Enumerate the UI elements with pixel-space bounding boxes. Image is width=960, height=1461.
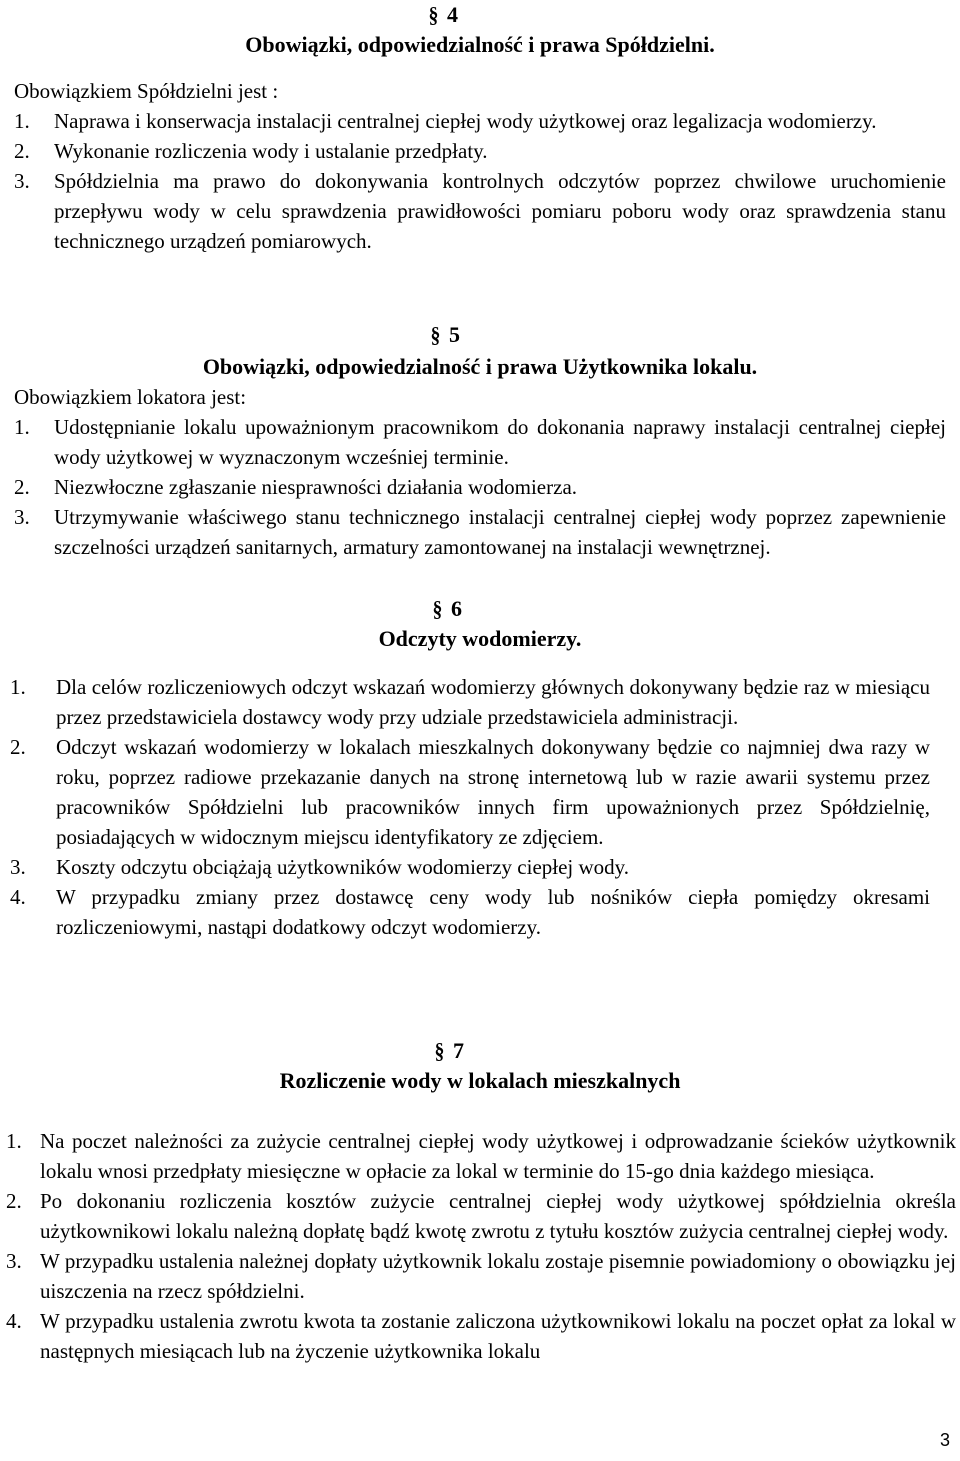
list-item [14,412,946,472]
section-number: 6 [451,596,462,621]
section-4-list [14,106,946,256]
section-7-mark [434,1038,464,1064]
section-4-mark [428,2,458,28]
section-6-list [10,672,930,942]
list-item [10,732,930,852]
list-item [14,166,946,256]
list-item [14,502,946,562]
item-text: Dla celów rozliczeniowych odczyt wskazań wodomierzy głównych dokonywany będzie raz w miesiącu przez przedstawiciela dostawcy wody przy udziale przedstawiciela administracji. [56,675,930,729]
item-text: Niezwłoczne zgłaszanie niesprawności działania wodomierza. [54,475,578,499]
section-number: 7 [453,1038,464,1063]
section-5-mark [430,322,460,348]
item-text: Wykonanie rozliczenia wody i ustalanie przedpłaty. [54,139,488,163]
item-number: 3. [14,169,30,193]
item-text: Po dokonaniu rozliczenia kosztów zużycie centralnej ciepłej wody użytkowej spółdzielnia określa użytkownikowi lokalu należną dopłatę bądź kwotę zwrotu z tytułu kosztów zużycia centralnej ciepłej wody. [40,1189,956,1243]
list-item [14,136,946,166]
item-text: Udostępnianie lokalu upoważnionym pracownikom do dokonania naprawy instalacji centralnej ciepłej wody użytkowej w wyznaczonym wcześniej terminie. [54,415,946,469]
section-sign: § [432,596,443,621]
item-text: Koszty odczytu obciążają użytkowników wodomierzy ciepłej wody. [56,855,630,879]
item-text: Odczyt wskazań wodomierzy w lokalach mieszkalnych dokonywany będzie co najmniej dwa razy w roku, poprzez radiowe przekazanie danych na stronę internetową lub w razie awarii systemu przez pracowników Spółdzielni lub pracowników innych firm upoważnionych przez Spółdzielnię, posiadających w widocznym miejscu identyfikatory ze zdjęciem. [56,735,930,849]
section-7-list [6,1126,956,1366]
section-5-intro: Obowiązkiem lokatora jest: [14,385,247,409]
list-item [14,106,946,136]
section-number: 5 [449,322,460,347]
section-5-title: Obowiązki, odpowiedzialność i prawa Użytkownika lokalu. [202,354,758,379]
item-number: 4. [10,885,26,909]
list-item [6,1246,956,1306]
item-text: Utrzymywanie właściwego stanu technicznego instalacji centralnej ciepłej wody poprzez zapewnienie szczelności urządzeń sanitarnych, armatury zamontowanej na instalacji wewnętrznej. [54,505,946,559]
list-item [6,1186,956,1246]
item-text: Spółdzielnia ma prawo do dokonywania kontrolnych odczytów poprzez chwilowe uruchomienie przepływu wody w celu sprawdzenia prawidłowości pomiaru poboru wody oraz sprawdzenia stanu technicznego urządzeń pomiarowych. [54,169,946,253]
item-number: 1. [14,109,30,133]
item-number: 1. [14,415,30,439]
section-sign: § [434,1038,445,1063]
section-7-title: Rozliczenie wody w lokalach mieszkalnych [279,1068,681,1093]
item-text: W przypadku zmiany przez dostawcę ceny wody lub nośników ciepła pomiędzy okresami rozliczeniowymi, nastąpi dodatkowy odczyt wodomierzy. [56,885,930,939]
section-6-mark [432,596,462,622]
item-number: 1. [6,1129,22,1153]
item-number: 1. [10,675,26,699]
item-number: 2. [10,735,26,759]
list-item [10,672,930,732]
list-item [6,1306,956,1366]
item-number: 3. [6,1249,22,1273]
list-item [6,1126,956,1186]
item-text: W przypadku ustalenia należnej dopłaty użytkownik lokalu zostaje pisemnie powiadomiony o obowiązku jej uiszczenia na rzecz spółdzielni. [40,1249,956,1303]
section-number: 4 [447,2,458,27]
list-item [10,852,930,882]
item-text: W przypadku ustalenia zwrotu kwota ta zostanie zaliczona użytkownikowi lokalu na poczet opłat za lokal w następnych miesiącach lub na życzenie użytkownika lokalu [40,1309,956,1363]
item-text: Naprawa i konserwacja instalacji centralnej ciepłej wody użytkowej oraz legalizacja wodomierzy. [54,109,877,133]
section-6-title: Odczyty wodomierzy. [378,626,582,651]
item-number: 2. [14,475,30,499]
item-number: 2. [14,139,30,163]
section-sign: § [430,322,441,347]
item-number: 3. [14,505,30,529]
item-number: 3. [10,855,26,879]
page-number: 3 [939,1430,950,1450]
item-number: 4. [6,1309,22,1333]
list-item [10,882,930,942]
section-5-list [14,412,946,562]
item-number: 2. [6,1189,22,1213]
list-item [14,472,946,502]
section-4-title: Obowiązki, odpowiedzialność i prawa Spółdzielni. [245,32,715,57]
item-text: Na poczet należności za zużycie centralnej ciepłej wody użytkowej i odprowadzanie ścieków użytkownik lokalu wnosi przedpłaty miesięczne w opłacie za lokal w terminie do 15-go dnia każdego miesiąca. [40,1129,956,1183]
section-4-intro: Obowiązkiem Spółdzielni jest : [14,79,279,103]
section-sign: § [428,2,439,27]
